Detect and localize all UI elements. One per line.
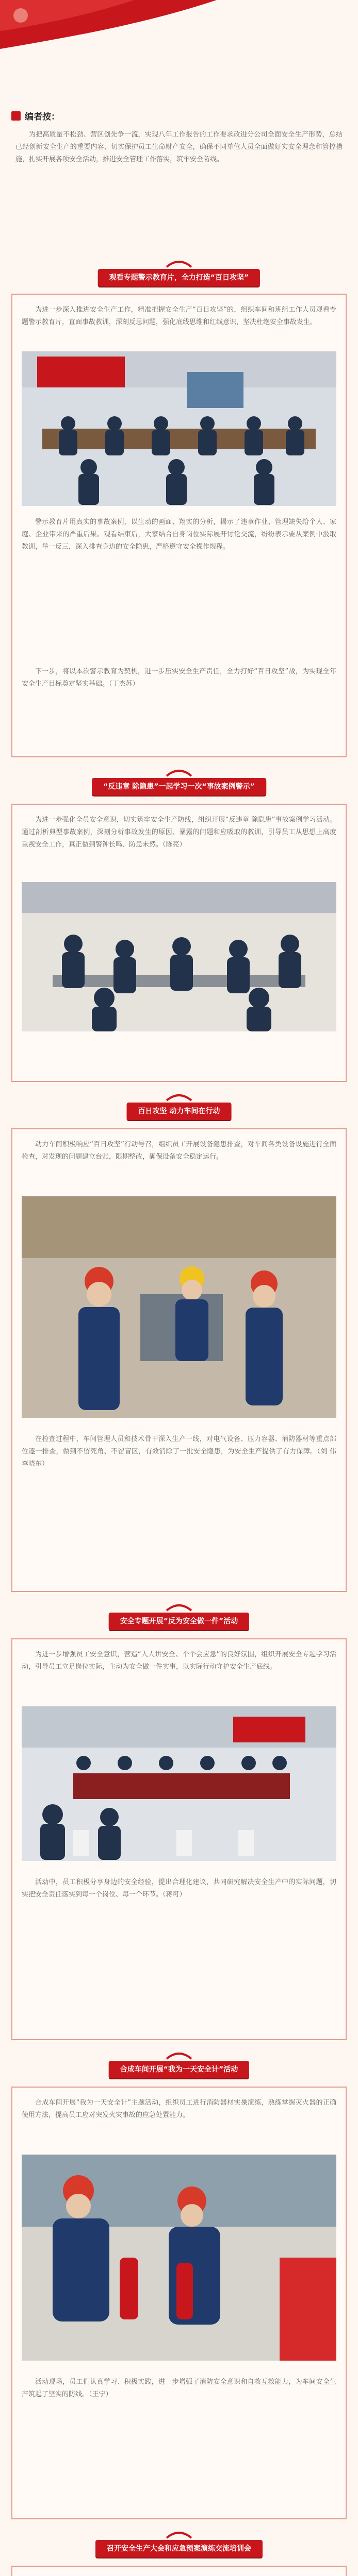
section-3-banner: 百日攻坚 动力车间在行动 [127, 1103, 232, 1120]
section-4-banner: 安全专题开展“反为安全做一件”活动 [109, 1613, 249, 1630]
intro-title: 编者按： [25, 112, 60, 122]
section-5-card [11, 2087, 347, 2519]
section-3-card [11, 1128, 347, 1592]
section-6-card [11, 2566, 347, 2576]
section-5-banner: 合成车间开展“我为一天安全计”活动 [109, 2061, 249, 2078]
banner-ornament-icon [165, 1602, 193, 1613]
meeting-room-photo [22, 351, 336, 506]
section-4-text-2: 活动中，员工积极分享身边的安全经验，提出合理化建议，共同研究解决安全生产中的实际问题，切实把安全责任落实到每一个岗位、每一个环节。（蒋可） [22, 1878, 336, 1899]
fire-extinguisher-photo [22, 2155, 336, 2361]
section-1-banner: 观看专题警示教育片，全力打造“百日攻坚” [98, 269, 260, 286]
section-1-text-2: 警示教育片用真实的事故案例，以生动的画面、翔实的分析，揭示了违章作业、管理缺失给个人、家庭、企业带来的严重后果。观看结束后，大家结合自身岗位实际展开讨论交流，纷纷表示要从案例中汲取教训，举一反三，深入排查身边的安全隐患，严格遵守安全操作规程。 [22, 518, 336, 551]
section-2-text-1: 为进一步强化全员安全意识，切实筑牢安全生产防线，组织开展“反违章 除隐患”事故案例学习活动。通过剖析典型事故案例，深刻分析事故发生的原因、暴露的问题和应吸取的教训，引导员工从思想上高度重视安全工作，真正做到警钟长鸣、防患未然。（陈亮） [22, 816, 336, 849]
banner-ornament-icon [165, 768, 193, 778]
banner-ornament-icon [165, 2050, 193, 2061]
banner-ornament-icon [165, 2530, 193, 2540]
conference-table-photo [22, 1706, 336, 1861]
section-5-text-2: 活动现场，员工们认真学习、积极实践，进一步增强了消防安全意识和自救互救能力，为车间安全生产筑起了坚实的防线。（王宁） [22, 2378, 336, 2398]
header-decoration [0, 0, 358, 57]
intro-text: 为把高质量不松劲、营区创先争一流，实现八年工作报告的工作要求改进分公司全面安全生产形势，总结已经创新安全生产的重要内容，切实保护员工生命财产安全，确保不同单位人员全面做好实安全理念和管控措施，扎实开展各项安全活动，推进安全管理工作落实，筑牢安全防线。 [15, 131, 343, 163]
intro-heading [11, 109, 60, 122]
section-3-text-2: 在检查过程中，车间管理人员和技术骨干深入生产一线，对电气设备、压力容器、消防器材等重点部位逐一排查，做到不留死角、不留盲区，有效消除了一批安全隐患，为安全生产提供了有力保障。（刘 伟 李晓东） [22, 1435, 336, 1468]
banner-ornament-icon [165, 259, 193, 269]
section-1-text-1: 为进一步深入推进安全生产工作，精准把握安全生产“百日攻坚”的，组织车间和班组工作人员观看专题警示教育片，直面事故教训，深刻反思问题，强化底线思维和红线意识，坚决杜绝安全事故发生。 [22, 306, 336, 326]
workshop-inspection-photo [22, 1196, 336, 1418]
section-2-banner: “反违章 除隐患”一起学习一次“事故案例警示” [92, 778, 266, 795]
section-4-card [11, 1638, 347, 2040]
section-2-card [11, 804, 347, 1082]
section-4-text-1: 为进一步增强员工安全意识，营造“人人讲安全、个个会应急”的良好氛围，组织开展安全专题学习活动，引导员工立足岗位实际，主动为安全做一件实事，以实际行动守护安全生产底线。 [22, 1651, 336, 1671]
section-1-text-3: 下一步，将以本次警示教育为契机，进一步压实安全生产责任，全力打好“百日攻坚”战，为实现全年安全生产目标奠定坚实基础。（丁杰苏） [22, 668, 336, 688]
classroom-study-photo [22, 882, 336, 1031]
intro-marker-icon [11, 111, 21, 121]
banner-ornament-icon [165, 1092, 193, 1103]
section-3-text-1: 动力车间积极响应“百日攻坚”行动号召，组织员工开展设备隐患排查，对车间各类设备设施进行全面检查，对发现的问题建立台账，限期整改，确保设备安全稳定运行。 [22, 1141, 336, 1161]
section-5-text-1: 合成车间开展“我为一天安全计”主题活动，组织员工进行消防器材实操演练，熟练掌握灭火器的正确使用方法，提高员工应对突发火灾事故的应急处置能力。 [22, 2099, 336, 2119]
section-1-card [11, 294, 347, 757]
section-6-banner: 召开安全生产大会和应急预案演练交流培训会 [95, 2540, 263, 2557]
